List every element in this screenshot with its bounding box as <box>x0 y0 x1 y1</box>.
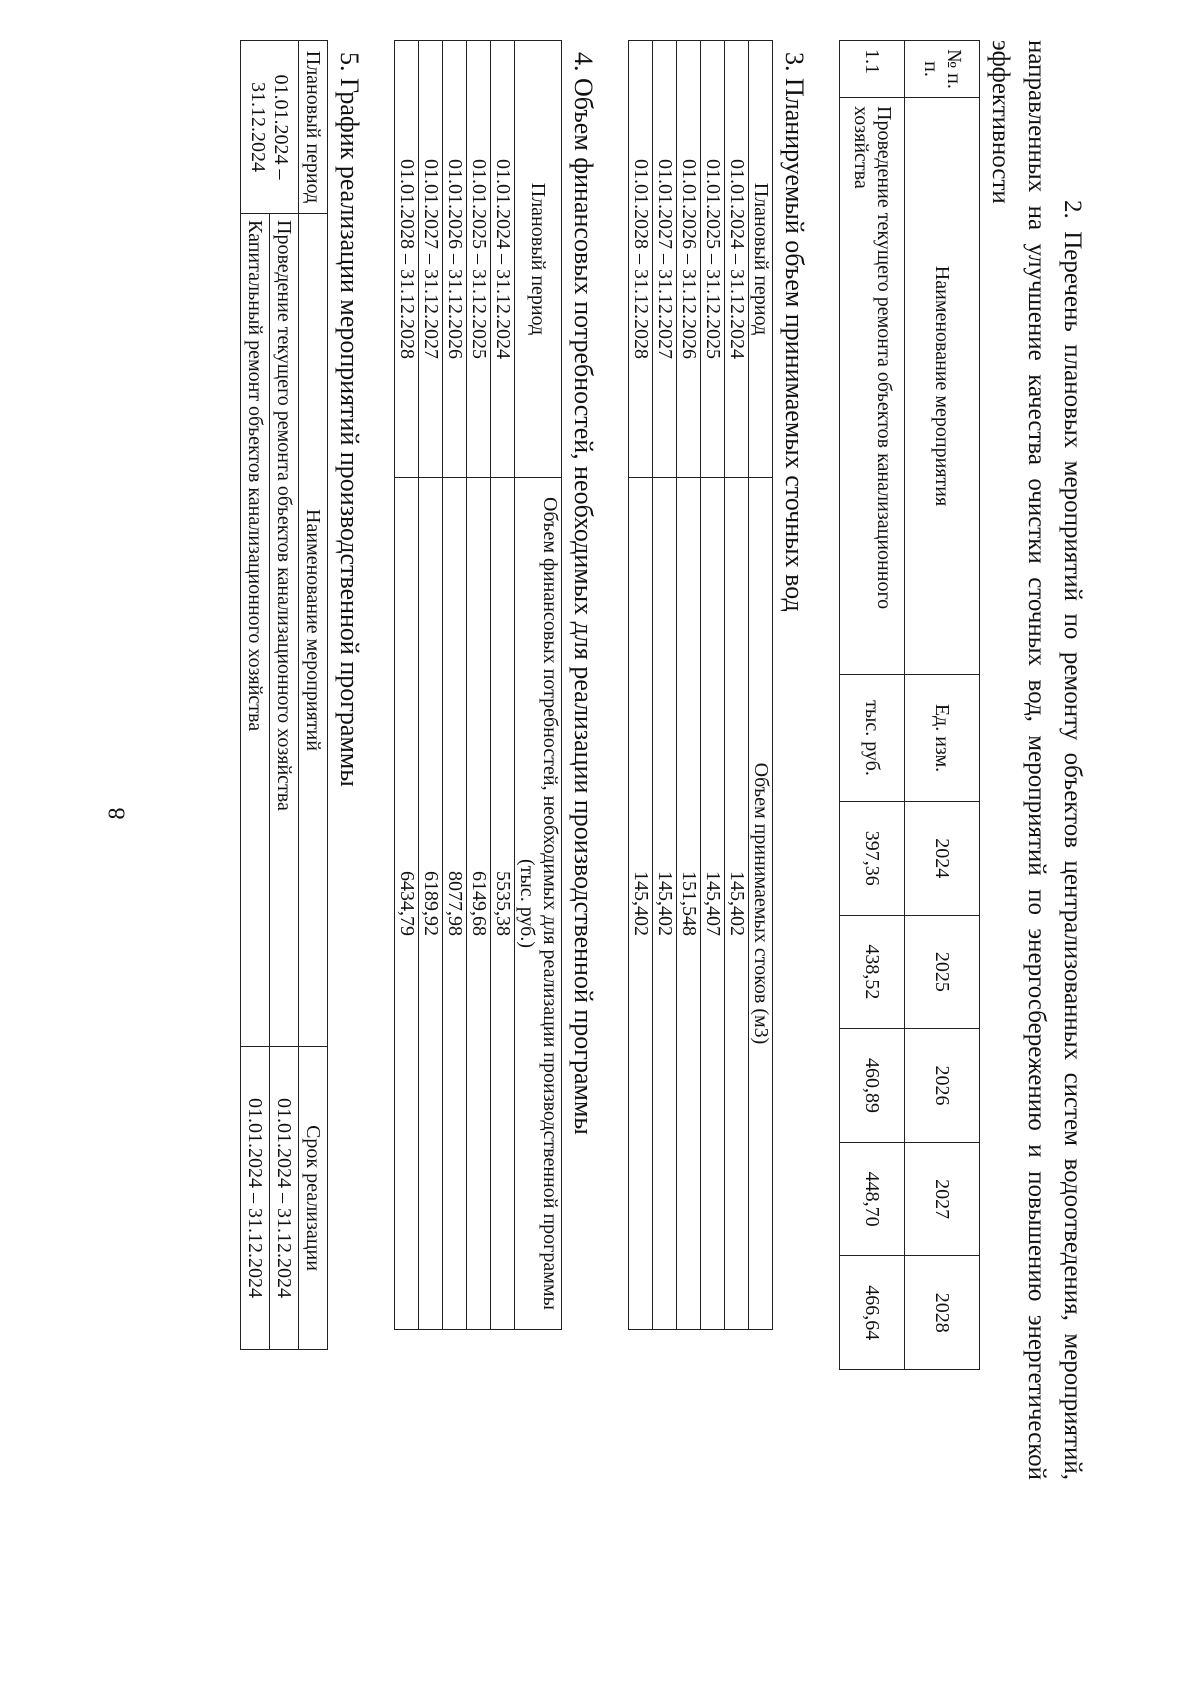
header-num: № п. п. <box>905 41 980 98</box>
volume-cell: 151,548 <box>677 478 701 1330</box>
schedule-table <box>240 40 328 1350</box>
header-year: 2027 <box>905 1142 980 1256</box>
header-measures: Наименование мероприятий <box>299 214 328 1047</box>
table-row <box>629 41 653 1330</box>
table-header-row <box>905 41 980 1370</box>
row-value: 466,64 <box>840 1256 905 1370</box>
table-row <box>467 41 491 1330</box>
header-year: 2028 <box>905 1256 980 1370</box>
header-unit: Ед. изм. <box>905 675 980 802</box>
section-4-heading: 4. Объем финансовых потребностей, необходимых для реализации производственной программы <box>569 52 598 1135</box>
period-cell: 01.01.2025 – 31.12.2025 <box>701 41 725 478</box>
section-5-heading: 5. График реализации мероприятий производственной программы <box>335 52 364 787</box>
wastewater-volume-table <box>628 40 773 1330</box>
finance-cell: 6149,68 <box>467 478 491 1330</box>
table-row <box>419 41 443 1330</box>
table-row <box>443 41 467 1330</box>
volume-cell: 145,407 <box>701 478 725 1330</box>
period-cell: 01.01.2027 – 31.12.2027 <box>653 41 677 478</box>
table-row <box>677 41 701 1330</box>
row-name: Проведение текущего ремонта объектов канализационного хозяйства <box>840 98 905 675</box>
period-cell: 01.01.2024 – 31.12.2024 <box>491 41 515 478</box>
row-value: 460,89 <box>840 1029 905 1143</box>
row-value: 448,70 <box>840 1142 905 1256</box>
finance-cell: 6189,92 <box>419 478 443 1330</box>
row-num: 1.1 <box>840 41 905 98</box>
header-year: 2024 <box>905 802 980 916</box>
table-row <box>241 41 270 1350</box>
period-cell: 01.01.2028 – 31.12.2028 <box>395 41 419 478</box>
header-period: Плановый период <box>299 41 328 214</box>
header-period: Плановый период <box>515 41 562 478</box>
table-row <box>840 41 905 1370</box>
page-number: 8 <box>104 807 131 820</box>
table-header-row <box>515 41 562 1330</box>
header-finance: Объем финансовых потребностей, необходимых для реализации производственной программы (тыс. руб.) <box>515 478 562 1330</box>
section-2-heading: 2. Перечень плановых мероприятий по ремонту объектов централизованных систем водоотведения, мероприятий, направленных на улучшение качества очистки сточных вод, мероприятий по энергосбережению и повышению энергетической эффективности <box>987 40 1086 1480</box>
header-period: Плановый период <box>749 41 773 478</box>
header-year: 2026 <box>905 1029 980 1143</box>
header-year: 2025 <box>905 915 980 1029</box>
finance-cell: 8077,98 <box>443 478 467 1330</box>
header-name: Наименование мероприятия <box>905 98 980 675</box>
table-row <box>725 41 749 1330</box>
table-row <box>395 41 419 1330</box>
period-cell: 01.01.2024 – 31.12.2024 <box>241 41 299 214</box>
table-row <box>491 41 515 1330</box>
period-cell: 01.01.2026 – 31.12.2026 <box>677 41 701 478</box>
volume-cell: 145,402 <box>725 478 749 1330</box>
finance-cell: 6434,79 <box>395 478 419 1330</box>
period-cell: 01.01.2026 – 31.12.2026 <box>443 41 467 478</box>
volume-cell: 145,402 <box>629 478 653 1330</box>
header-volume: Объем принимаемых стоков (м3) <box>749 478 773 1330</box>
table-row <box>701 41 725 1330</box>
measures-table <box>839 40 980 1370</box>
deadline-cell: 01.01.2024 – 31.12.2024 <box>241 1047 270 1350</box>
table-row <box>653 41 677 1330</box>
table-header-row <box>749 41 773 1330</box>
finance-cell: 5535,38 <box>491 478 515 1330</box>
row-unit: тыс. руб. <box>840 675 905 802</box>
financial-needs-table <box>394 40 562 1330</box>
table-header-row <box>299 41 328 1350</box>
header-deadline: Срок реализации <box>299 1047 328 1350</box>
table-row <box>270 41 299 1350</box>
row-value: 397,36 <box>840 802 905 916</box>
deadline-cell: 01.01.2024 – 31.12.2024 <box>270 1047 299 1350</box>
volume-cell: 145,402 <box>653 478 677 1330</box>
measure-cell: Проведение текущего ремонта объектов канализационного хозяйства <box>270 214 299 1047</box>
section-3-heading: 3. Планируемый объем принимаемых сточных вод <box>780 52 809 612</box>
measure-cell: Капитальный ремонт объектов канализационного хозяйства <box>241 214 270 1047</box>
period-cell: 01.01.2024 – 31.12.2024 <box>725 41 749 478</box>
period-cell: 01.01.2028 – 31.12.2028 <box>629 41 653 478</box>
row-value: 438,52 <box>840 915 905 1029</box>
period-cell: 01.01.2025 – 31.12.2025 <box>467 41 491 478</box>
period-cell: 01.01.2027 – 31.12.2027 <box>419 41 443 478</box>
